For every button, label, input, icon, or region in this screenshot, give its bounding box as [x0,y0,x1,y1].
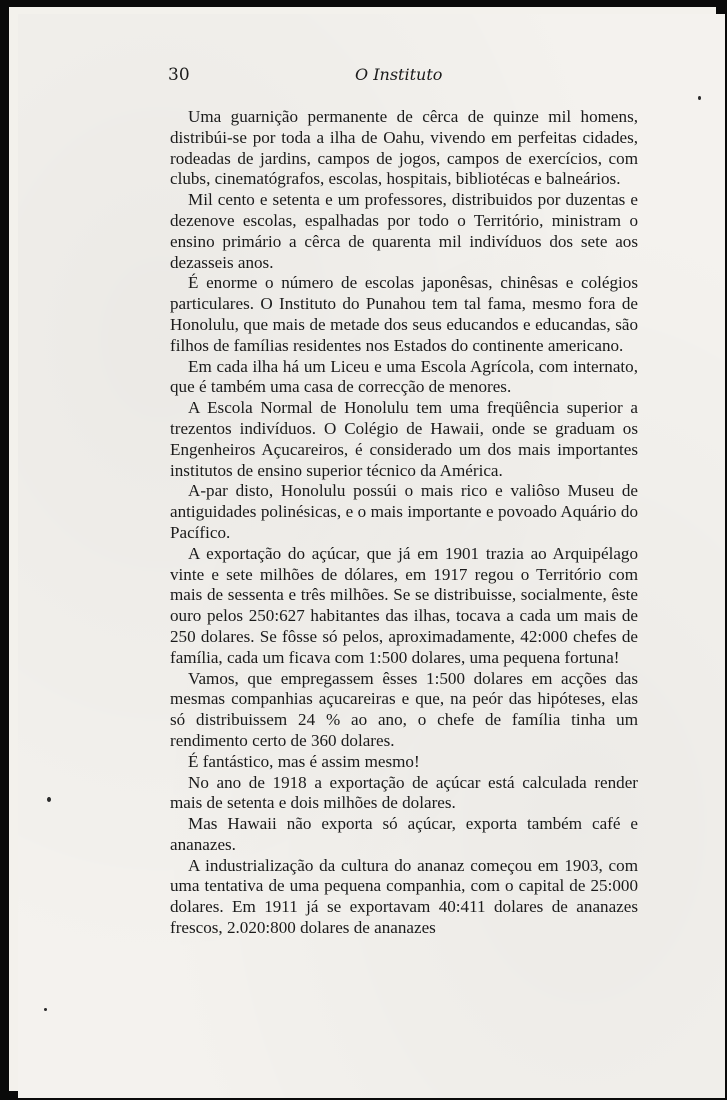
paragraph-fantastic: É fantástico, mas é assim mesmo! [188,751,420,771]
body-text [170,107,638,939]
running-title: O Instituto [355,65,443,84]
ink-speck [47,797,51,802]
paragraph-pineapple-industry: A industrialização da cultura do ananaz começou em 1903, com uma tentativa de uma pequena companhia, com o capital de 25:000 dolares. Em 1911 já se exportavam 40:411 dolares de ananazes frescos, 2.020:800 dolares de ananazes [170,855,638,938]
paragraph-private-schools: É enorme o número de escolas japonêsas, chinêsas e colégios particulares. O Instituto do Punahou tem tal fama, mesmo fora de Honolulu, que mais de metade dos seus educandos e educandas, são filhos de famílias residentes nos Estados do continente americano. [170,273,638,355]
ink-speck [698,96,701,100]
paragraph-coffee-pineapple: Mas Hawaii não exporta só açúcar, exporta também café e ananazes. [170,814,638,854]
ink-speck [44,1008,47,1011]
paragraph-1918: No ano de 1918 a exportação de açúcar está calculada render mais de setenta e dois milhões de dolares. [170,772,638,813]
paragraph-teachers: Mil cento e setenta e um professores, distribuidos por duzentas e dezenove escolas, espalhadas por todo o Território, ministram o ensino primário a cêrca de quarenta mil indivíduos dos sete aos dezasseis anos. [170,190,638,272]
paragraph-sugar-export: A exportação do açúcar, que já em 1901 trazia ao Arquipélago vinte e sete milhões de dólares, em 1917 regou o Território com mais de sessenta e três milhões. Se se distribuisse, socialmente, êste ouro pelos 250:627 habitantes das ilhas, tocava a cada um mais de 250 dolares. Se fôsse só pelos, aproximadamente, 42:000 chefes de família, cada um ficava com 1:500 dolares, uma pequena fortuna! [170,543,638,667]
paragraph-investment: Vamos, que empregassem êsses 1:500 dolares em acções das mesmas companhias açucareiras e que, na peór das hipóteses, elas só distribuissem 24 % ao ano, o chefe de família tinha um rendimento certo de 360 dolares. [170,668,638,750]
paragraph-museum: A-par disto, Honolulu possúi o mais rico e valiôso Museu de antiguidades polinésicas, e o mais importante e povoado Aquário do Pacífico. [170,481,638,542]
page-number: 30 [168,65,190,85]
paragraph-garrison: Uma guarnição permanente de cêrca de quinze mil homens, distribúi-se por toda a ilha de Oahu, vivendo em perfeitas cidades, rodeadas de jardins, campos de jogos, campos de exercícios, com clubs, cinematógrafos, escolas, hospitais, bibliotécas e balneários. [170,107,638,189]
page-header [168,65,638,89]
paragraph-normal-school: A Escola Normal de Honolulu tem uma freqüência superior a trezentos indivíduos. O Colégio de Hawaii, onde se graduam os Engenheiros Açucareiros, é considerado um dos mais importantes institutos de ensino superior técnico da América. [170,398,638,480]
paragraph-lyceum: Em cada ilha há um Liceu e uma Escola Agrícola, com internato, que é também uma casa de correcção de menores. [170,356,638,397]
